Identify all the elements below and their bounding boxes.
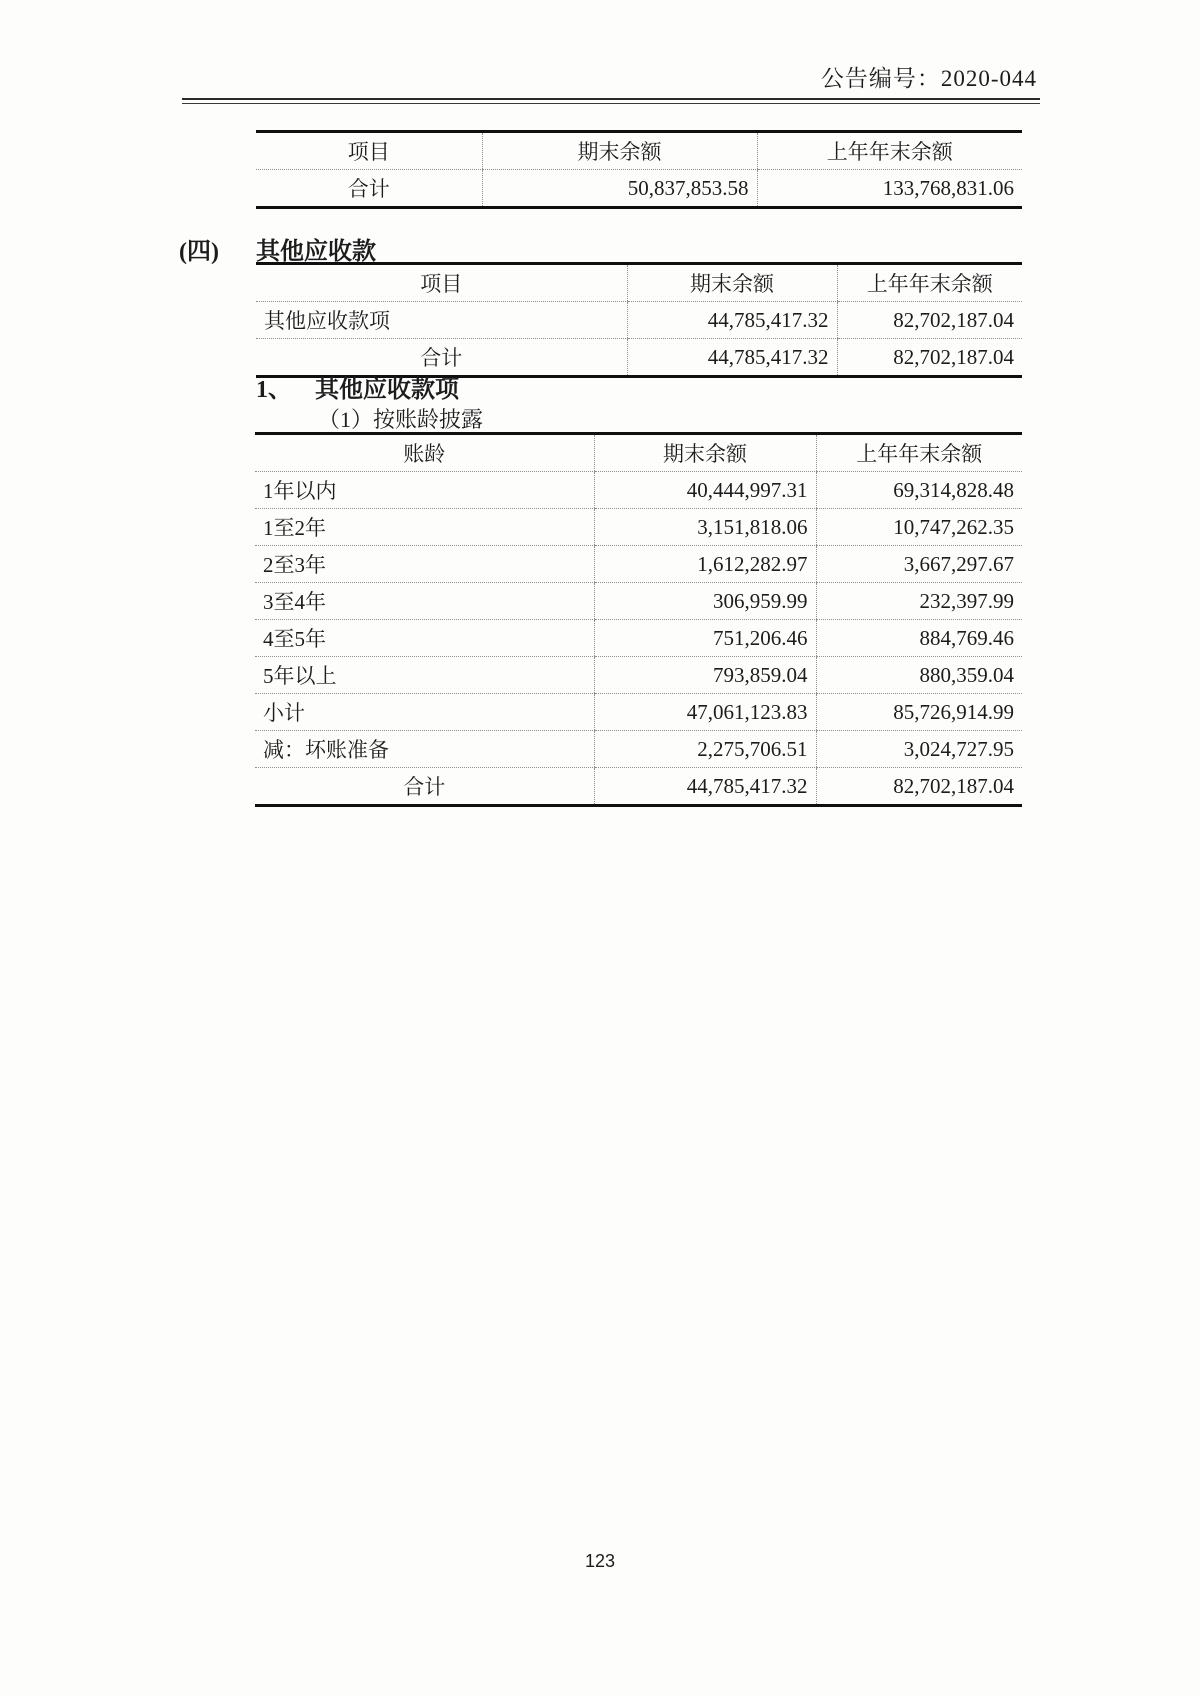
announcement-number: 公告编号：2020-044 bbox=[820, 66, 1037, 91]
header-divider-rule bbox=[182, 98, 1040, 104]
row-label: 1年以内 bbox=[255, 472, 594, 509]
section1-index: 1、 bbox=[256, 377, 292, 403]
row-label: 其他应收款项 bbox=[256, 302, 627, 339]
table-row bbox=[255, 509, 1022, 546]
section1-title: 其他应收款项 bbox=[315, 377, 459, 403]
cell-current: 50,837,853.58 bbox=[482, 170, 757, 208]
row-label-less-bad-debt: 减：坏账准备 bbox=[255, 731, 594, 768]
subsection-aging-disclosure: （1）按账龄披露 bbox=[318, 407, 484, 432]
summary-total-table bbox=[256, 130, 1022, 209]
table bbox=[255, 432, 1022, 807]
cell-prior: 880,359.04 bbox=[816, 657, 1022, 694]
table-row bbox=[256, 170, 1022, 208]
cell-current: 47,061,123.83 bbox=[594, 694, 816, 731]
row-label: 1至2年 bbox=[255, 509, 594, 546]
table bbox=[256, 130, 1022, 209]
col-header-item: 项目 bbox=[256, 264, 627, 302]
row-label: 3至4年 bbox=[255, 583, 594, 620]
table-header-row bbox=[256, 264, 1022, 302]
table-row bbox=[255, 546, 1022, 583]
page-number: 123 bbox=[584, 1551, 616, 1571]
cell-current: 44,785,417.32 bbox=[594, 768, 816, 806]
table-row bbox=[256, 302, 1022, 339]
row-label-total: 合计 bbox=[347, 177, 390, 201]
table-row bbox=[255, 472, 1022, 509]
cell-current: 751,206.46 bbox=[594, 620, 816, 657]
cell-prior: 232,397.99 bbox=[816, 583, 1022, 620]
row-label: 4至5年 bbox=[255, 620, 594, 657]
cell-prior: 82,702,187.04 bbox=[837, 302, 1022, 339]
cell-current: 3,151,818.06 bbox=[594, 509, 816, 546]
table-row bbox=[255, 731, 1022, 768]
table-row bbox=[255, 768, 1022, 806]
row-label: 5年以上 bbox=[255, 657, 594, 694]
table-header-row bbox=[256, 132, 1022, 170]
section4-index: (四) bbox=[179, 239, 219, 265]
table bbox=[256, 262, 1022, 378]
col-header-ending-balance: 期末余额 bbox=[627, 264, 837, 302]
col-header-ending-balance: 期末余额 bbox=[482, 132, 757, 170]
other-receivables-table bbox=[256, 262, 1022, 378]
table-row bbox=[255, 694, 1022, 731]
table-header-row bbox=[255, 434, 1022, 472]
table-row bbox=[255, 583, 1022, 620]
col-header-prior-year-balance: 上年年末余额 bbox=[837, 264, 1022, 302]
cell-prior: 85,726,914.99 bbox=[816, 694, 1022, 731]
cell-current: 1,612,282.97 bbox=[594, 546, 816, 583]
col-header-aging: 账龄 bbox=[255, 434, 594, 472]
col-header-ending-balance: 期末余额 bbox=[594, 434, 816, 472]
cell-current: 306,959.99 bbox=[594, 583, 816, 620]
table-row bbox=[255, 657, 1022, 694]
col-header-item: 项目 bbox=[256, 132, 482, 170]
cell-current: 44,785,417.32 bbox=[627, 339, 837, 377]
table-row bbox=[255, 620, 1022, 657]
row-label-total: 合计 bbox=[420, 346, 463, 370]
section4-title: 其他应收款 bbox=[256, 239, 376, 265]
row-label: 2至3年 bbox=[255, 546, 594, 583]
aging-table bbox=[255, 432, 1022, 807]
row-label-subtotal: 小计 bbox=[255, 694, 594, 731]
cell-current: 40,444,997.31 bbox=[594, 472, 816, 509]
cell-prior: 884,769.46 bbox=[816, 620, 1022, 657]
row-label-total: 合计 bbox=[403, 775, 446, 799]
cell-prior: 10,747,262.35 bbox=[816, 509, 1022, 546]
cell-current: 793,859.04 bbox=[594, 657, 816, 694]
cell-current: 2,275,706.51 bbox=[594, 731, 816, 768]
cell-prior: 3,667,297.67 bbox=[816, 546, 1022, 583]
cell-prior: 82,702,187.04 bbox=[816, 768, 1022, 806]
cell-prior: 133,768,831.06 bbox=[757, 170, 1022, 208]
col-header-prior-year-balance: 上年年末余额 bbox=[757, 132, 1022, 170]
cell-current: 44,785,417.32 bbox=[627, 302, 837, 339]
cell-prior: 82,702,187.04 bbox=[837, 339, 1022, 377]
cell-prior: 3,024,727.95 bbox=[816, 731, 1022, 768]
col-header-prior-year-balance: 上年年末余额 bbox=[816, 434, 1022, 472]
cell-prior: 69,314,828.48 bbox=[816, 472, 1022, 509]
